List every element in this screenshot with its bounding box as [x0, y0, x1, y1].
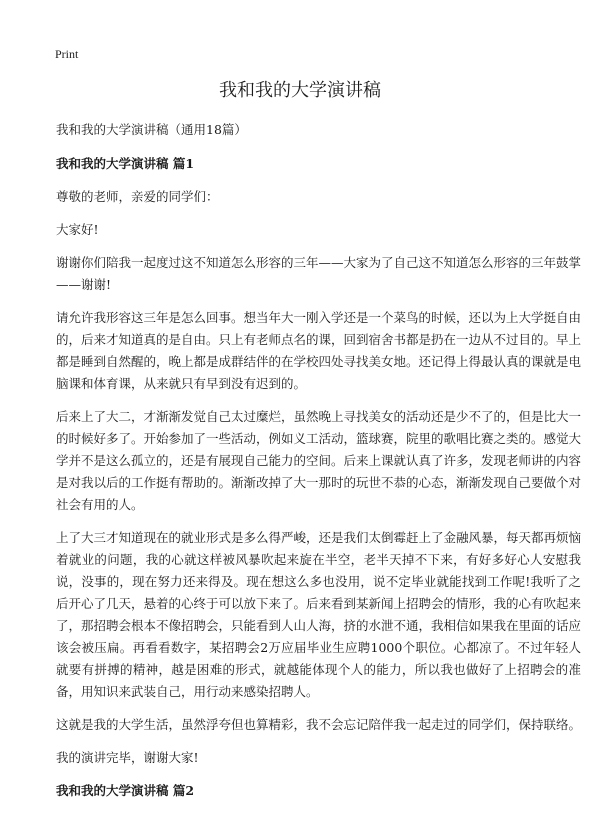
document-subtitle: 我和我的大学演讲稿（通用18篇）	[56, 122, 247, 137]
document-body	[56, 119, 581, 813]
paragraph-closing: 我的演讲完毕，谢谢大家!	[56, 750, 199, 765]
paragraph-hello: 大家好!	[56, 222, 99, 237]
paragraph-thanks: 谢谢你们陪我一起度过这不知道怎么形容的三年——大家为了自己这不知道怎么形容的三年鼓掌——谢谢!	[56, 255, 582, 292]
section-heading-1: 我和我的大学演讲稿 篇1	[56, 156, 195, 171]
paragraph-summary: 这就是我的大学生活，虽然浮夸但也算精彩，我不会忘记陪伴我一起走过的同学们，保持联络。	[56, 717, 582, 732]
paragraph-first-year: 请允许我形容这三年是怎么回事。想当年大一刚入学还是一个菜鸟的时候，还以为上大学挺自由的，后来才知道真的是自由。只上有老师点名的课，回到宿舍书都是扔在一边从不过目的。早上都是睡到自然醒的，晚上都是成群结伴的在学校四处寻找美女地。还记得上得最认真的课就是电脑课和体育课，从来就只有早到没有迟到的。	[56, 310, 582, 391]
document-title: 我和我的大学演讲稿	[219, 80, 381, 101]
section-heading-2: 我和我的大学演讲稿 篇2	[56, 783, 195, 798]
paragraph-third-year: 上了大三才知道现在的就业形式是多么得严峻，还是我们太倒霉赶上了金融风暴，每天都再烦恼着就业的问题，我的心就这样被风暴吹起来旋在半空，老半天掉不下来，有好多好心人安慰我说，没事的，现在努力还来得及。现在想这么多也没用，说不定毕业就能找到工作呢!我听了之后开心了几天，悬着的心终于可以放下来了。后来看到某新闻上招聘会的情形，我的心有吹起来了，那招聘会根本不像招聘会，只能看到人山人海，挤的水泄不通，我相信如果我在里面的话应该会被压扁。再看看数字，某招聘会2万应届毕业生应聘1000个职位。心都凉了。不过年轻人就要有拼搏的精神，越是困难的形式，就越能体现个人的能力，所以我也做好了上招聘会的准备，用知识来武装自己，用行动来感染招聘人。	[56, 530, 582, 699]
print-link[interactable]: Print	[55, 47, 79, 61]
paragraph-greeting: 尊敬的老师，亲爱的同学们：	[56, 189, 219, 204]
paragraph-second-year: 后来上了大二，才渐渐发觉自己太过糜烂，虽然晚上寻找美女的活动还是少不了的，但是比大一的时候好多了。开始参加了一些活动，例如义工活动，篮球赛，院里的歌唱比赛之类的。感觉大学并不是这么孤立的，还是有展现自己能力的空间。后来上课就认真了许多，发现老师讲的内容是对我以后的工作挺有帮助的。渐渐改掉了大一那时的玩世不恭的心态，渐渐发现自己要做个对社会有用的人。	[56, 409, 582, 512]
